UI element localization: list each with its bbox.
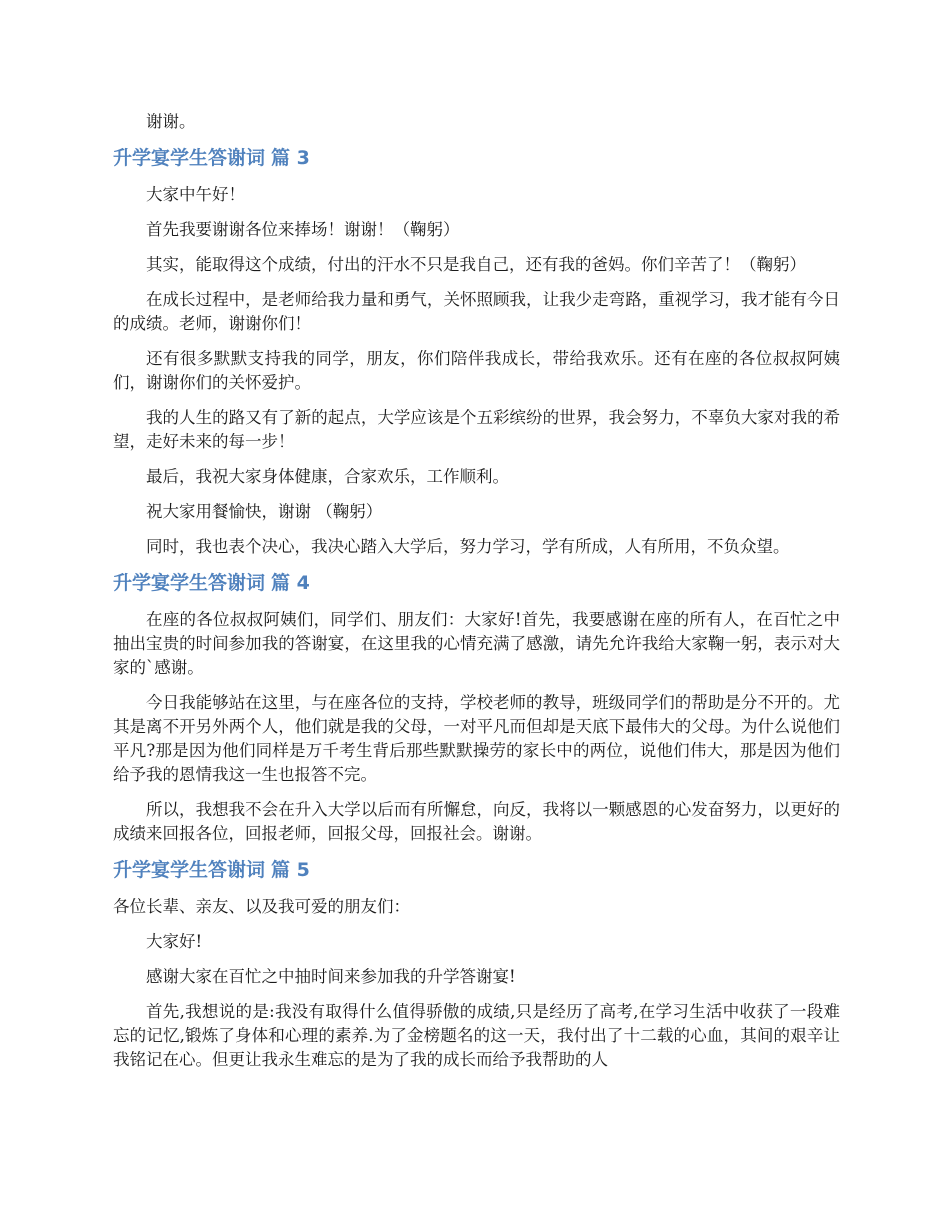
paragraph: 首先,我想说的是:我没有取得什么值得骄傲的成绩,只是经历了高考,在学习生活中收获了一段难忘的记忆,锻炼了身体和心理的素养.为了金榜题名的这一天，我付出了十二载的心血，其间的艰辛让我铭记在心。但更让我永生难忘的是为了我的成长而给予我帮助的人: [113, 1002, 840, 1069]
section-heading-title: 升学宴学生答谢词: [113, 572, 266, 594]
paragraph: 最后，我祝大家身体健康，合家欢乐，工作顺利。: [146, 467, 509, 486]
section-heading-number: 篇 5: [271, 859, 310, 881]
paragraph: 我的人生的路又有了新的起点，大学应该是个五彩缤纷的世界，我会努力，不辜负大家对我的希望，走好未来的每一步！: [113, 408, 840, 451]
paragraph: 还有很多默默支持我的同学，朋友，你们陪伴我成长，带给我欢乐。还有在座的各位叔叔阿姨们，谢谢你们的关怀爱护。: [113, 349, 840, 392]
paragraph: 感谢大家在百忙之中抽时间来参加我的升学答谢宴!: [146, 967, 516, 986]
section-heading: [113, 857, 840, 883]
paragraph: 今日我能够站在这里，与在座各位的支持，学校老师的教导，班级同学们的帮助是分不开的。尤其是离不开另外两个人，他们就是我的父母，一对平凡而但却是天底下最伟大的父母。为什么说他们平凡?那是因为他们同样是万千考生背后那些默默操劳的家长中的两位，说他们伟大，那是因为他们给予我的恩情我这一生也报答不完。: [113, 693, 840, 784]
section-heading: [113, 570, 840, 596]
paragraph: 各位长辈、亲友、以及我可爱的朋友们：: [113, 897, 410, 916]
section-heading-number: 篇 3: [271, 147, 310, 169]
paragraph: 在成长过程中，是老师给我力量和勇气，关怀照顾我，让我少走弯路，重视学习，我才能有今日的成绩。老师，谢谢你们！: [113, 290, 840, 333]
paragraph: 首先我要谢谢各位来捧场！谢谢！（鞠躬）: [146, 220, 460, 239]
paragraph: 所以，我想我不会在升入大学以后而有所懈怠，向反，我将以一颗感恩的心发奋努力，以更好的成绩来回报各位，回报老师，回报父母，回报社会。谢谢。: [113, 800, 840, 843]
paragraph: 大家好!: [146, 932, 203, 951]
section-heading-title: 升学宴学生答谢词: [113, 147, 266, 169]
paragraph: 在座的各位叔叔阿姨们，同学们、朋友们：大家好!首先，我要感谢在座的所有人，在百忙之中抽出宝贵的时间参加我的答谢宴，在这里我的心情充满了感激，请先允许我给大家鞠一躬，表示对大家的`感谢。: [113, 610, 840, 677]
paragraph: 谢谢。: [146, 112, 196, 131]
section-heading-title: 升学宴学生答谢词: [113, 859, 266, 881]
document-body: [113, 110, 840, 1083]
section-heading: [113, 145, 840, 171]
paragraph: 其实，能取得这个成绩，付出的汗水不只是我自己，还有我的爸妈。你们辛苦了！（鞠躬）: [146, 255, 806, 274]
paragraph: 大家中午好！: [146, 185, 245, 204]
paragraph: 祝大家用餐愉快，谢谢 （鞠躬）: [146, 502, 383, 521]
paragraph: 同时，我也表个决心，我决心踏入大学后，努力学习，学有所成，人有所用，不负众望。: [146, 537, 790, 556]
section-heading-number: 篇 4: [271, 572, 310, 594]
